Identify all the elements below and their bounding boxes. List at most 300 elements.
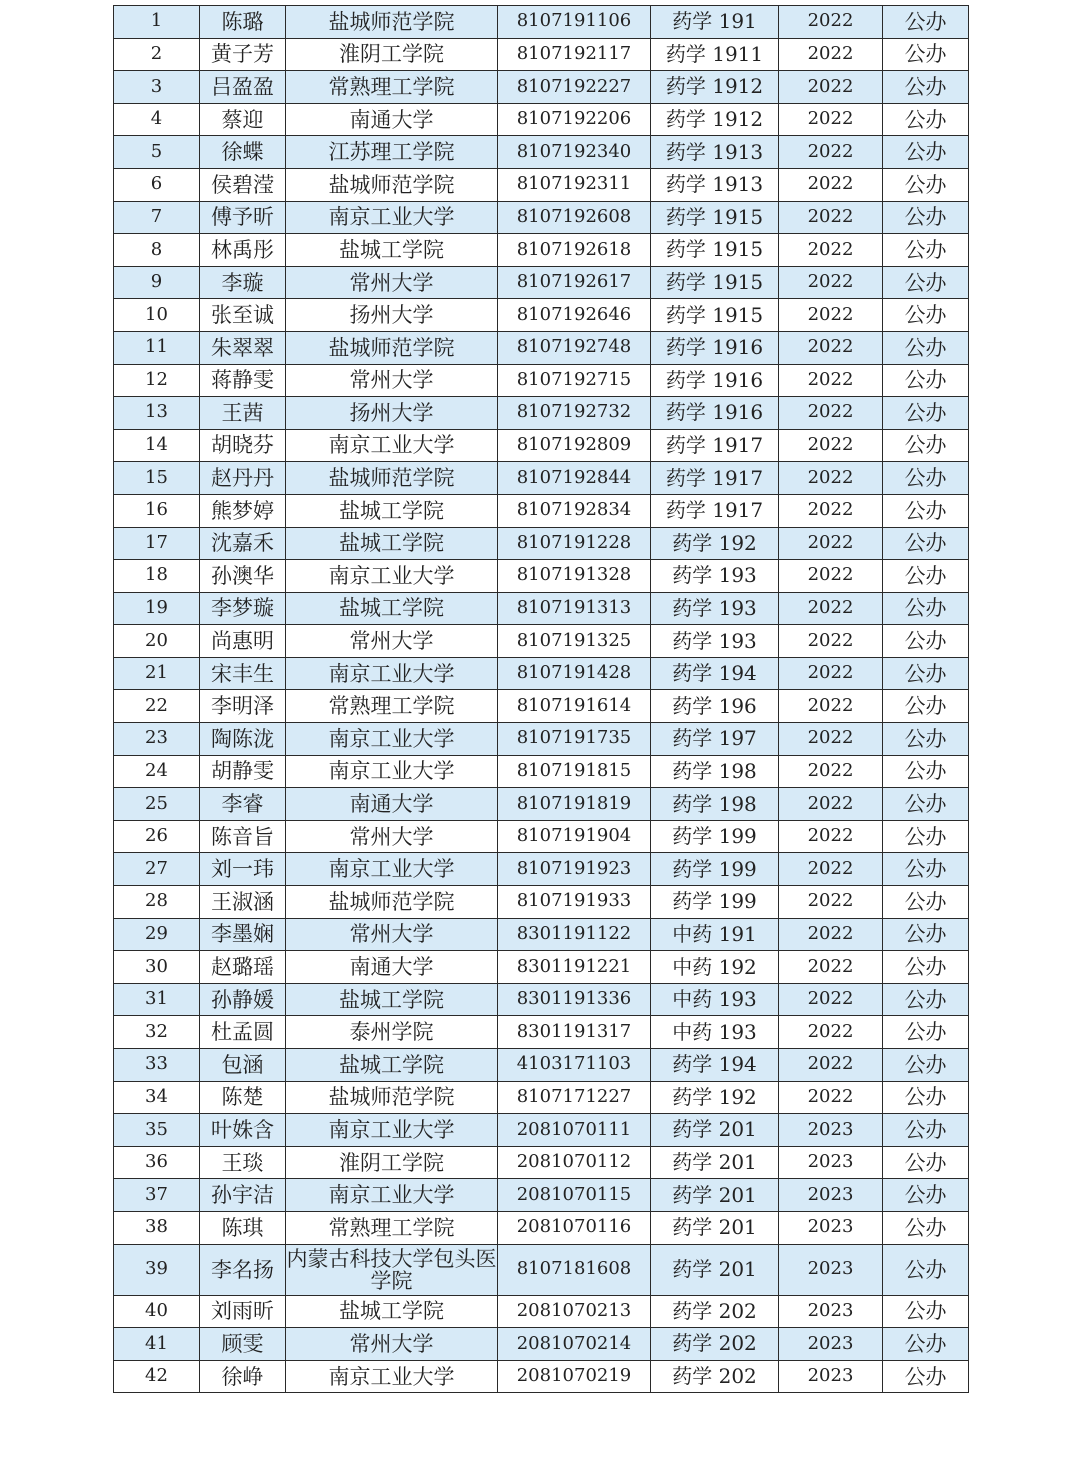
school-type: 公办 xyxy=(883,494,969,527)
table-row xyxy=(114,1295,969,1328)
table-row xyxy=(114,1244,969,1295)
table-row xyxy=(114,103,969,136)
student-id: 8107191614 xyxy=(498,690,651,723)
student-name: 熊梦婷 xyxy=(200,494,286,527)
year: 2022 xyxy=(779,136,883,169)
school-type: 公办 xyxy=(883,1295,969,1328)
class-name: 中药 192 xyxy=(651,951,779,984)
row-index: 13 xyxy=(114,397,200,430)
school-type: 公办 xyxy=(883,6,969,39)
table-row xyxy=(114,1179,969,1212)
year: 2022 xyxy=(779,266,883,299)
year: 2023 xyxy=(779,1295,883,1328)
school-type: 公办 xyxy=(883,853,969,886)
table-row xyxy=(114,1016,969,1049)
class-name: 药学 196 xyxy=(651,690,779,723)
school-name: 淮阴工学院 xyxy=(286,1146,498,1179)
table-row xyxy=(114,71,969,104)
year: 2022 xyxy=(779,234,883,267)
school-name: 南京工业大学 xyxy=(286,560,498,593)
student-name: 张至诚 xyxy=(200,299,286,332)
school-type: 公办 xyxy=(883,527,969,560)
student-name: 吕盈盈 xyxy=(200,71,286,104)
class-name: 药学 191 xyxy=(651,6,779,39)
student-id: 8107191325 xyxy=(498,625,651,658)
table-row xyxy=(114,657,969,690)
year: 2022 xyxy=(779,38,883,71)
school-type: 公办 xyxy=(883,103,969,136)
table-row xyxy=(114,1049,969,1082)
school-type: 公办 xyxy=(883,820,969,853)
year: 2023 xyxy=(779,1211,883,1244)
school-name: 江苏理工学院 xyxy=(286,136,498,169)
class-name: 药学 193 xyxy=(651,560,779,593)
student-id: 8107192844 xyxy=(498,462,651,495)
class-name: 药学 1916 xyxy=(651,397,779,430)
year: 2022 xyxy=(779,71,883,104)
row-index: 34 xyxy=(114,1081,200,1114)
student-name: 孙澳华 xyxy=(200,560,286,593)
student-id: 8107192311 xyxy=(498,168,651,201)
student-name: 蒋静雯 xyxy=(200,364,286,397)
student-id: 8301191336 xyxy=(498,983,651,1016)
year: 2022 xyxy=(779,918,883,951)
school-type: 公办 xyxy=(883,983,969,1016)
row-index: 25 xyxy=(114,788,200,821)
school-type: 公办 xyxy=(883,1081,969,1114)
school-type: 公办 xyxy=(883,429,969,462)
row-index: 37 xyxy=(114,1179,200,1212)
school-name: 淮阴工学院 xyxy=(286,38,498,71)
student-name: 杜孟圆 xyxy=(200,1016,286,1049)
row-index: 24 xyxy=(114,755,200,788)
student-id: 8107191923 xyxy=(498,853,651,886)
year: 2022 xyxy=(779,723,883,756)
table-row xyxy=(114,1328,969,1361)
class-name: 药学 201 xyxy=(651,1244,779,1295)
table-row xyxy=(114,951,969,984)
class-name: 药学 192 xyxy=(651,527,779,560)
school-type: 公办 xyxy=(883,1179,969,1212)
student-id: 8107191428 xyxy=(498,657,651,690)
student-name: 胡晓芬 xyxy=(200,429,286,462)
school-type: 公办 xyxy=(883,625,969,658)
row-index: 23 xyxy=(114,723,200,756)
school-type: 公办 xyxy=(883,71,969,104)
student-id: 8107192715 xyxy=(498,364,651,397)
year: 2022 xyxy=(779,397,883,430)
year: 2023 xyxy=(779,1244,883,1295)
row-index: 26 xyxy=(114,820,200,853)
school-name: 常州大学 xyxy=(286,364,498,397)
class-name: 药学 194 xyxy=(651,657,779,690)
table-row xyxy=(114,527,969,560)
school-type: 公办 xyxy=(883,364,969,397)
row-index: 1 xyxy=(114,6,200,39)
year: 2023 xyxy=(779,1146,883,1179)
table-row xyxy=(114,755,969,788)
student-id: 8107192646 xyxy=(498,299,651,332)
student-id: 8107192227 xyxy=(498,71,651,104)
row-index: 33 xyxy=(114,1049,200,1082)
class-name: 药学 198 xyxy=(651,788,779,821)
year: 2022 xyxy=(779,103,883,136)
row-index: 14 xyxy=(114,429,200,462)
year: 2023 xyxy=(779,1328,883,1361)
class-name: 药学 1915 xyxy=(651,201,779,234)
school-name: 常州大学 xyxy=(286,1328,498,1361)
class-name: 中药 193 xyxy=(651,1016,779,1049)
student-id: 8107191815 xyxy=(498,755,651,788)
school-name: 南通大学 xyxy=(286,788,498,821)
class-name: 药学 1915 xyxy=(651,266,779,299)
school-type: 公办 xyxy=(883,1114,969,1147)
student-id: 8107191933 xyxy=(498,886,651,919)
year: 2022 xyxy=(779,625,883,658)
school-name: 常熟理工学院 xyxy=(286,690,498,723)
school-type: 公办 xyxy=(883,918,969,951)
student-id: 2081070116 xyxy=(498,1211,651,1244)
student-name: 包涵 xyxy=(200,1049,286,1082)
school-name: 内蒙古科技大学包头医学院 xyxy=(286,1244,498,1295)
class-name: 药学 1911 xyxy=(651,38,779,71)
school-name: 常州大学 xyxy=(286,625,498,658)
school-type: 公办 xyxy=(883,331,969,364)
student-id: 8107191328 xyxy=(498,560,651,593)
student-id: 8107191228 xyxy=(498,527,651,560)
row-index: 29 xyxy=(114,918,200,951)
school-type: 公办 xyxy=(883,690,969,723)
year: 2022 xyxy=(779,755,883,788)
class-name: 药学 1913 xyxy=(651,168,779,201)
student-name: 徐蝶 xyxy=(200,136,286,169)
class-name: 药学 201 xyxy=(651,1179,779,1212)
student-name: 陈璐 xyxy=(200,6,286,39)
school-name: 南京工业大学 xyxy=(286,755,498,788)
student-name: 王茜 xyxy=(200,397,286,430)
school-name: 常州大学 xyxy=(286,266,498,299)
school-name: 南京工业大学 xyxy=(286,853,498,886)
student-id: 4103171103 xyxy=(498,1049,651,1082)
class-name: 药学 201 xyxy=(651,1211,779,1244)
student-name: 陶陈泷 xyxy=(200,723,286,756)
school-type: 公办 xyxy=(883,397,969,430)
row-index: 10 xyxy=(114,299,200,332)
school-type: 公办 xyxy=(883,592,969,625)
school-type: 公办 xyxy=(883,201,969,234)
row-index: 22 xyxy=(114,690,200,723)
student-name: 李璇 xyxy=(200,266,286,299)
school-type: 公办 xyxy=(883,38,969,71)
school-name: 南京工业大学 xyxy=(286,429,498,462)
table-row xyxy=(114,723,969,756)
year: 2022 xyxy=(779,364,883,397)
school-name: 盐城工学院 xyxy=(286,494,498,527)
student-name: 陈楚 xyxy=(200,1081,286,1114)
table-row xyxy=(114,1146,969,1179)
table-row xyxy=(114,494,969,527)
school-type: 公办 xyxy=(883,788,969,821)
school-type: 公办 xyxy=(883,1016,969,1049)
school-type: 公办 xyxy=(883,299,969,332)
table-row xyxy=(114,234,969,267)
row-index: 21 xyxy=(114,657,200,690)
row-index: 2 xyxy=(114,38,200,71)
row-index: 19 xyxy=(114,592,200,625)
year: 2022 xyxy=(779,1049,883,1082)
table-row xyxy=(114,625,969,658)
student-name: 沈嘉禾 xyxy=(200,527,286,560)
student-name: 王琰 xyxy=(200,1146,286,1179)
year: 2022 xyxy=(779,983,883,1016)
year: 2022 xyxy=(779,951,883,984)
year: 2022 xyxy=(779,592,883,625)
school-type: 公办 xyxy=(883,657,969,690)
year: 2022 xyxy=(779,429,883,462)
school-type: 公办 xyxy=(883,1244,969,1295)
year: 2023 xyxy=(779,1360,883,1393)
class-name: 中药 191 xyxy=(651,918,779,951)
school-name: 南京工业大学 xyxy=(286,201,498,234)
year: 2022 xyxy=(779,788,883,821)
class-name: 药学 202 xyxy=(651,1360,779,1393)
student-name: 孙静媛 xyxy=(200,983,286,1016)
row-index: 6 xyxy=(114,168,200,201)
school-name: 盐城工学院 xyxy=(286,1049,498,1082)
school-type: 公办 xyxy=(883,951,969,984)
row-index: 42 xyxy=(114,1360,200,1393)
student-name: 尚惠明 xyxy=(200,625,286,658)
student-id: 8107171227 xyxy=(498,1081,651,1114)
school-name: 盐城工学院 xyxy=(286,527,498,560)
school-name: 南京工业大学 xyxy=(286,1360,498,1393)
student-id: 8107191819 xyxy=(498,788,651,821)
class-name: 药学 1917 xyxy=(651,429,779,462)
student-id: 8107181608 xyxy=(498,1244,651,1295)
school-type: 公办 xyxy=(883,1211,969,1244)
student-name: 陈音旨 xyxy=(200,820,286,853)
class-name: 药学 202 xyxy=(651,1295,779,1328)
table-row xyxy=(114,820,969,853)
student-name: 胡静雯 xyxy=(200,755,286,788)
year: 2022 xyxy=(779,1016,883,1049)
class-name: 药学 193 xyxy=(651,592,779,625)
school-type: 公办 xyxy=(883,1146,969,1179)
school-name: 盐城工学院 xyxy=(286,983,498,1016)
class-name: 药学 192 xyxy=(651,1081,779,1114)
year: 2022 xyxy=(779,853,883,886)
class-name: 药学 199 xyxy=(651,853,779,886)
student-id: 2081070219 xyxy=(498,1360,651,1393)
school-name: 盐城师范学院 xyxy=(286,331,498,364)
student-name: 陈琪 xyxy=(200,1211,286,1244)
year: 2022 xyxy=(779,462,883,495)
school-type: 公办 xyxy=(883,136,969,169)
school-name: 南京工业大学 xyxy=(286,723,498,756)
school-type: 公办 xyxy=(883,886,969,919)
student-id: 8107191735 xyxy=(498,723,651,756)
student-name: 孙宇洁 xyxy=(200,1179,286,1212)
school-name: 盐城工学院 xyxy=(286,592,498,625)
student-name: 赵丹丹 xyxy=(200,462,286,495)
row-index: 15 xyxy=(114,462,200,495)
student-id: 8107192340 xyxy=(498,136,651,169)
student-id: 8301191122 xyxy=(498,918,651,951)
row-index: 30 xyxy=(114,951,200,984)
school-type: 公办 xyxy=(883,1049,969,1082)
school-name: 盐城工学院 xyxy=(286,234,498,267)
student-id: 8107192608 xyxy=(498,201,651,234)
school-name: 扬州大学 xyxy=(286,299,498,332)
row-index: 38 xyxy=(114,1211,200,1244)
school-name: 盐城师范学院 xyxy=(286,168,498,201)
class-name: 中药 193 xyxy=(651,983,779,1016)
table-row xyxy=(114,592,969,625)
student-id: 8301191317 xyxy=(498,1016,651,1049)
school-name: 南通大学 xyxy=(286,103,498,136)
year: 2022 xyxy=(779,168,883,201)
school-type: 公办 xyxy=(883,1360,969,1393)
school-name: 盐城工学院 xyxy=(286,1295,498,1328)
table-row xyxy=(114,331,969,364)
table-row xyxy=(114,6,969,39)
table-row xyxy=(114,1081,969,1114)
row-index: 8 xyxy=(114,234,200,267)
row-index: 40 xyxy=(114,1295,200,1328)
student-id: 2081070213 xyxy=(498,1295,651,1328)
row-index: 12 xyxy=(114,364,200,397)
row-index: 20 xyxy=(114,625,200,658)
student-name: 赵璐瑶 xyxy=(200,951,286,984)
class-name: 药学 193 xyxy=(651,625,779,658)
year: 2023 xyxy=(779,1114,883,1147)
school-name: 盐城师范学院 xyxy=(286,462,498,495)
year: 2022 xyxy=(779,886,883,919)
student-name: 李睿 xyxy=(200,788,286,821)
school-name: 盐城师范学院 xyxy=(286,1081,498,1114)
year: 2022 xyxy=(779,201,883,234)
row-index: 4 xyxy=(114,103,200,136)
row-index: 32 xyxy=(114,1016,200,1049)
student-name: 傅予昕 xyxy=(200,201,286,234)
table-row xyxy=(114,38,969,71)
table-row xyxy=(114,853,969,886)
student-roster-table xyxy=(113,5,969,1393)
table-row xyxy=(114,364,969,397)
school-type: 公办 xyxy=(883,723,969,756)
class-name: 药学 199 xyxy=(651,886,779,919)
row-index: 16 xyxy=(114,494,200,527)
year: 2022 xyxy=(779,820,883,853)
row-index: 31 xyxy=(114,983,200,1016)
school-type: 公办 xyxy=(883,234,969,267)
student-name: 李墨娴 xyxy=(200,918,286,951)
student-name: 林禹彤 xyxy=(200,234,286,267)
row-index: 35 xyxy=(114,1114,200,1147)
table-row xyxy=(114,201,969,234)
school-type: 公办 xyxy=(883,755,969,788)
table-row xyxy=(114,560,969,593)
table-row xyxy=(114,1211,969,1244)
year: 2022 xyxy=(779,560,883,593)
student-id: 8107192809 xyxy=(498,429,651,462)
table-row xyxy=(114,1114,969,1147)
row-index: 17 xyxy=(114,527,200,560)
school-name: 扬州大学 xyxy=(286,397,498,430)
class-name: 药学 1912 xyxy=(651,71,779,104)
row-index: 28 xyxy=(114,886,200,919)
table-row xyxy=(114,1360,969,1393)
school-name: 常熟理工学院 xyxy=(286,1211,498,1244)
school-name: 泰州学院 xyxy=(286,1016,498,1049)
student-name: 李梦璇 xyxy=(200,592,286,625)
school-type: 公办 xyxy=(883,560,969,593)
school-name: 盐城师范学院 xyxy=(286,6,498,39)
class-name: 药学 1915 xyxy=(651,299,779,332)
row-index: 39 xyxy=(114,1244,200,1295)
table-row xyxy=(114,983,969,1016)
student-name: 蔡迎 xyxy=(200,103,286,136)
table-row xyxy=(114,918,969,951)
student-id: 8107192732 xyxy=(498,397,651,430)
table-row xyxy=(114,462,969,495)
table-row xyxy=(114,136,969,169)
year: 2022 xyxy=(779,6,883,39)
table-row xyxy=(114,168,969,201)
year: 2022 xyxy=(779,527,883,560)
table-row xyxy=(114,690,969,723)
student-name: 宋丰生 xyxy=(200,657,286,690)
class-name: 药学 198 xyxy=(651,755,779,788)
school-type: 公办 xyxy=(883,266,969,299)
class-name: 药学 202 xyxy=(651,1328,779,1361)
row-index: 7 xyxy=(114,201,200,234)
table-row xyxy=(114,788,969,821)
student-name: 李明泽 xyxy=(200,690,286,723)
student-name: 刘雨昕 xyxy=(200,1295,286,1328)
year: 2022 xyxy=(779,1081,883,1114)
class-name: 药学 194 xyxy=(651,1049,779,1082)
table-row xyxy=(114,299,969,332)
year: 2022 xyxy=(779,690,883,723)
school-name: 南京工业大学 xyxy=(286,1114,498,1147)
school-type: 公办 xyxy=(883,1328,969,1361)
student-name: 叶姝含 xyxy=(200,1114,286,1147)
class-name: 药学 1915 xyxy=(651,234,779,267)
year: 2022 xyxy=(779,657,883,690)
student-id: 8107191313 xyxy=(498,592,651,625)
school-name: 盐城师范学院 xyxy=(286,886,498,919)
student-name: 顾雯 xyxy=(200,1328,286,1361)
student-id: 8107191904 xyxy=(498,820,651,853)
year: 2022 xyxy=(779,331,883,364)
class-name: 药学 1912 xyxy=(651,103,779,136)
student-id: 8107191106 xyxy=(498,6,651,39)
class-name: 药学 201 xyxy=(651,1146,779,1179)
school-name: 常熟理工学院 xyxy=(286,71,498,104)
student-id: 8107192206 xyxy=(498,103,651,136)
roster-body xyxy=(114,6,969,1393)
row-index: 18 xyxy=(114,560,200,593)
row-index: 11 xyxy=(114,331,200,364)
table-row xyxy=(114,886,969,919)
year: 2022 xyxy=(779,494,883,527)
student-id: 2081070214 xyxy=(498,1328,651,1361)
row-index: 3 xyxy=(114,71,200,104)
student-id: 8107192617 xyxy=(498,266,651,299)
student-id: 2081070111 xyxy=(498,1114,651,1147)
row-index: 41 xyxy=(114,1328,200,1361)
